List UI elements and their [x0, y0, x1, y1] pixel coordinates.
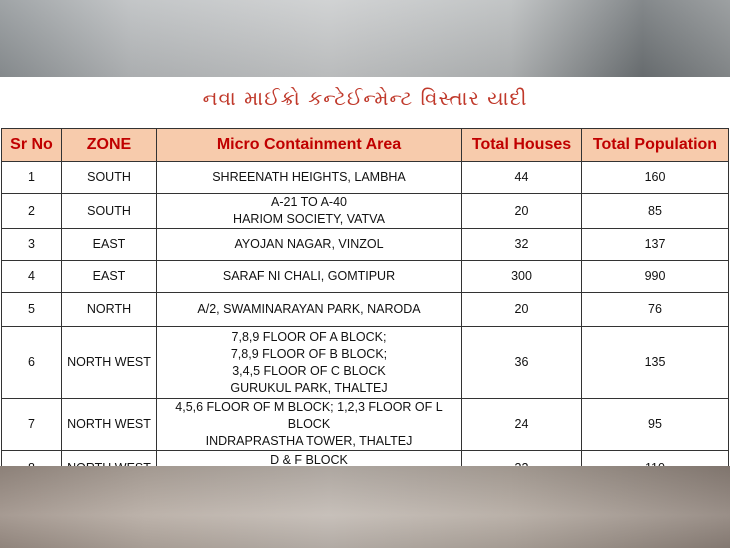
- cell-total-population: 990: [582, 261, 729, 293]
- cell-area: [157, 293, 462, 327]
- cell-total-population: 76: [582, 293, 729, 327]
- table-row: [2, 162, 729, 194]
- table-row: [2, 194, 729, 229]
- containment-table: [1, 128, 729, 487]
- cell-sr-no: 4: [2, 261, 62, 293]
- area-line: SARAF NI CHALI, GOMTIPUR: [222, 269, 396, 283]
- header-total-population: Total Population: [582, 129, 729, 162]
- table-row: [2, 229, 729, 261]
- cell-zone: EAST: [62, 261, 157, 293]
- cell-total-population: 85: [582, 194, 729, 229]
- area-line: AYOJAN NAGAR, VINZOL: [234, 237, 384, 251]
- area-line: A/2, SWAMINARAYAN PARK, NARODA: [197, 302, 421, 316]
- header-zone: ZONE: [62, 129, 157, 162]
- area-line: 3,4,5 FLOOR OF C BLOCK: [232, 363, 386, 378]
- cell-zone: SOUTH: [62, 162, 157, 194]
- cell-sr-no: 6: [2, 327, 62, 399]
- table-row: [2, 293, 729, 327]
- cell-area: [157, 229, 462, 261]
- cell-total-population: 95: [582, 399, 729, 451]
- area-line: A-21 TO A-40: [271, 195, 347, 209]
- cell-total-houses: 300: [462, 261, 582, 293]
- header-total-houses: Total Houses: [462, 129, 582, 162]
- area-line: 7,8,9 FLOOR OF A BLOCK;: [231, 329, 387, 344]
- area-line: 7,8,9 FLOOR OF B BLOCK;: [230, 346, 388, 361]
- cell-sr-no: 3: [2, 229, 62, 261]
- cell-zone: SOUTH: [62, 194, 157, 229]
- cell-total-houses: 24: [462, 399, 582, 451]
- area-line: 4,5,6 FLOOR OF M BLOCK; 1,2,3 FLOOR OF L BLOCK: [175, 400, 443, 431]
- area-line: SHREENATH HEIGHTS, LAMBHA: [212, 170, 406, 184]
- cell-sr-no: 1: [2, 162, 62, 194]
- cell-zone: NORTH WEST: [62, 399, 157, 451]
- cell-area: [157, 162, 462, 194]
- top-photo-band: [0, 0, 730, 77]
- cell-sr-no: 5: [2, 293, 62, 327]
- cell-area: [157, 194, 462, 229]
- area-line: HARIOM SOCIETY, VATVA: [233, 212, 385, 226]
- cell-total-houses: 36: [462, 327, 582, 399]
- header-area: Micro Containment Area: [157, 129, 462, 162]
- area-line: INDRAPRASTHA TOWER, THALTEJ: [205, 434, 413, 448]
- header-sr-no: Sr No: [2, 129, 62, 162]
- cell-area: [157, 327, 462, 399]
- page-title: નવા માઈક્રો કન્ટેઈન્મેન્ટ વિસ્તાર યાદી: [202, 86, 528, 110]
- area-line: D & F BLOCK: [270, 452, 348, 467]
- cell-total-population: 135: [582, 327, 729, 399]
- cell-total-houses: 20: [462, 293, 582, 327]
- cell-total-houses: 32: [462, 229, 582, 261]
- table-header-row: [2, 129, 729, 162]
- table-row: [2, 261, 729, 293]
- cell-total-houses: 20: [462, 194, 582, 229]
- bottom-photo-band: [0, 466, 730, 548]
- cell-sr-no: 2: [2, 194, 62, 229]
- cell-total-population: 137: [582, 229, 729, 261]
- cell-zone: NORTH WEST: [62, 327, 157, 399]
- cell-total-houses: 44: [462, 162, 582, 194]
- area-line: GURUKUL PARK, THALTEJ: [230, 380, 388, 395]
- cell-zone: EAST: [62, 229, 157, 261]
- table-row: [2, 399, 729, 451]
- cell-area: [157, 399, 462, 451]
- cell-area: [157, 261, 462, 293]
- table-row: [2, 327, 729, 399]
- table-body: [2, 162, 729, 487]
- cell-total-population: 160: [582, 162, 729, 194]
- cell-sr-no: 7: [2, 399, 62, 451]
- cell-zone: NORTH: [62, 293, 157, 327]
